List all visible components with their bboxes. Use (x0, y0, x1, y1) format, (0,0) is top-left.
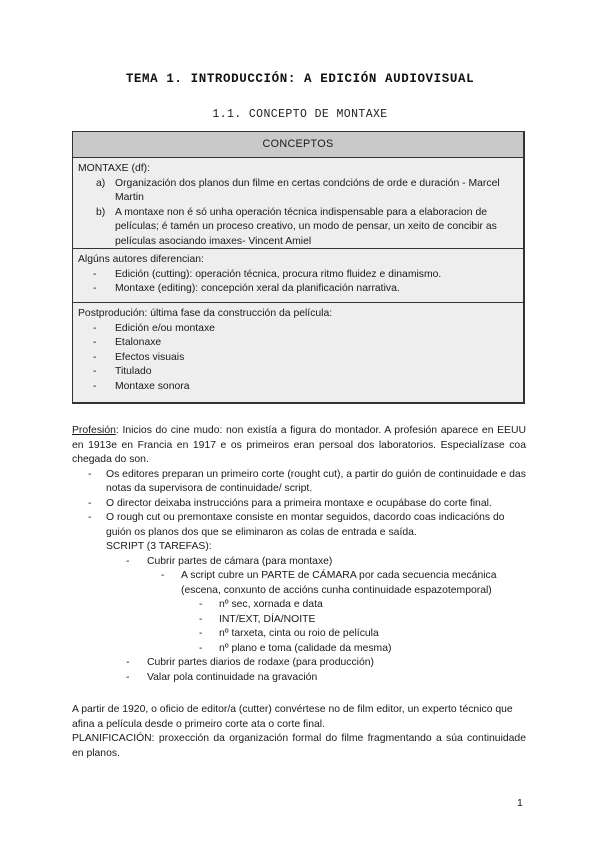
list-item (78, 282, 518, 297)
table-header: CONCEPTOS (73, 132, 523, 158)
dash-marker: - (126, 657, 130, 668)
list-marker: b) (96, 206, 106, 218)
list-text: Cubrir partes de cámara (para montaxe) (147, 555, 333, 567)
list-text: nº tarxeta, cinta ou roio de película (219, 628, 379, 639)
list-item (72, 511, 526, 540)
table-row-montaxe (73, 158, 523, 249)
list-marker: - (93, 283, 97, 294)
profesion-paragraph (72, 424, 526, 468)
list-text: A script cubre un PARTE de CÁMARA por cada secuencia mecánica (escena, conxunto de accións cunha continuidade espazotemporal) (181, 570, 497, 596)
list-text: Efectos visuais (115, 351, 185, 363)
dash-marker: - (199, 628, 203, 639)
dash-marker: - (88, 497, 92, 509)
list-text: Etalonaxe (115, 337, 162, 348)
list-item (72, 598, 526, 613)
list-marker: - (93, 366, 97, 377)
closing-section (72, 703, 526, 761)
list-text: Cubrir partes diarios de rodaxe (para producción) (147, 657, 374, 668)
list-marker: - (93, 337, 97, 348)
list-text: Edición e/ou montaxe (115, 322, 215, 334)
list-item (78, 380, 518, 395)
concepts-table (72, 131, 525, 404)
list-item (72, 497, 526, 512)
list-text: O director deixaba instruccións para a primeira montaxe e ocupábase do corte final. (106, 497, 492, 509)
list-text: nº sec, xornada e data (219, 599, 323, 610)
list-marker: - (93, 268, 97, 280)
list-item (78, 351, 518, 366)
list-text: Os editores preparan un primeiro corte (rought cut), a partir do guión de continuidade e das notas da supervisora de continuidade/ script. (106, 468, 526, 494)
list-item (72, 613, 526, 628)
list-text: Montaxe (editing): concepción xeral da planificación narrativa. (115, 283, 400, 294)
list-text: Montaxe sonora (115, 380, 190, 392)
list-item (78, 336, 518, 351)
dash-marker: - (199, 613, 203, 625)
list-text: Valar pola continuidade na gravación (147, 671, 318, 683)
list-text: A montaxe non é só unha operación técnica indispensable para a elaboracion de películas; é tamén un proceso creativo, un modo de pensar, un xeito de concibir as películas asociando imaxes- Vincent Amiel (115, 206, 497, 247)
list-text: INT/EXT, DÍA/NOITE (219, 613, 316, 625)
section-subtitle: 1.1. CONCEPTO DE MONTAXE (212, 108, 388, 121)
dash-marker: - (161, 570, 165, 581)
list-item (72, 656, 526, 671)
profesion-label: Profesión (72, 425, 116, 436)
profesion-intro: : Inicios do cine mudo: non existía a figura do montador. A profesión aparece en EEUU en 1913e en Francia en 1917 e os primeiros eran persoal dos laboratorios. Especialízase coa chegada do son. (72, 425, 526, 465)
list-text: nº plano e toma (calidade da mesma) (219, 642, 392, 654)
closing-paragraph-1: A partir de 1920, o oficio de editor/a (cutter) convértese no de film editor, un experto técnico que afina a película desde o primeiro corte ata o corte final. (72, 704, 513, 730)
dash-marker: - (126, 555, 130, 567)
list-text: Titulado (115, 366, 152, 377)
document-title: TEMA 1. INTRODUCCIÓN: A EDICIÓN AUDIOVISUAL (125, 72, 475, 86)
dash-marker: - (88, 468, 92, 480)
list-item (78, 206, 518, 250)
row-heading: Algúns autores diferencian: (78, 254, 204, 265)
list-marker: - (93, 322, 97, 334)
page-number: 1 (517, 797, 523, 809)
dash-marker: - (88, 512, 92, 523)
table-row-postproducion (73, 303, 523, 402)
dash-marker: - (199, 642, 203, 654)
planificacion-paragraph: PLANIFICACIÓN: proxección da organización formal do filme fragmentando a súa continuidade en planos. (72, 733, 526, 759)
profesion-section (72, 424, 526, 685)
list-marker: - (93, 351, 97, 363)
list-item (72, 569, 526, 598)
list-item (72, 555, 526, 570)
list-text: O rough cut ou premontaxe consiste en montar seguidos, dacordo coas indicacións do guión os planos dos que se eliminaron as colas de entrada e saída. (106, 512, 505, 538)
list-item (72, 627, 526, 642)
list-marker: a) (96, 177, 106, 189)
dash-marker: - (199, 599, 203, 610)
list-item (78, 268, 518, 283)
list-item (78, 177, 518, 206)
script-heading: SCRIPT (3 TAREFAS): (106, 541, 212, 552)
row-heading: MONTAXE (df): (78, 163, 150, 174)
list-item (72, 468, 526, 497)
list-text: Organización dos planos dun filme en certas condcións de orde e duración - Marcel Martin (115, 177, 500, 203)
dash-marker: - (126, 671, 130, 683)
row-heading: Postprodución: última fase da construcción da película: (78, 308, 333, 319)
list-item (72, 671, 526, 686)
table-row-autores (73, 249, 523, 303)
list-item (78, 365, 518, 380)
list-marker: - (93, 380, 97, 392)
list-item (72, 642, 526, 657)
list-text: Edición (cutting): operación técnica, procura ritmo fluidez e dinamismo. (115, 268, 442, 280)
list-item (78, 322, 518, 337)
